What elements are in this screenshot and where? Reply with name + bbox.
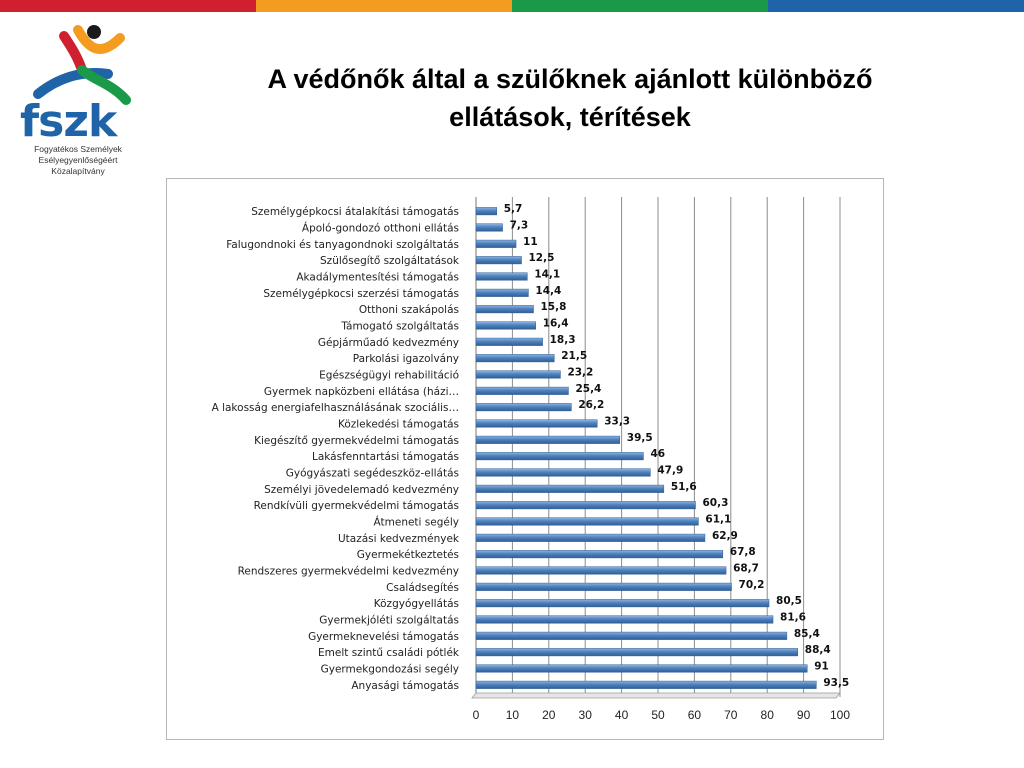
data-label: 7,3 xyxy=(509,219,529,232)
bar xyxy=(476,599,769,607)
fszk-logo xyxy=(8,18,138,176)
data-label: 70,2 xyxy=(738,578,765,591)
bar xyxy=(476,648,798,656)
bar xyxy=(476,485,664,493)
logo-subtitle xyxy=(18,144,138,177)
logo-subtitle-line: Fogyatékos Személyek xyxy=(34,144,122,154)
category-label: Szülősegítő szolgáltatások xyxy=(320,255,459,268)
x-tick-label: 0 xyxy=(472,708,480,722)
data-label: 68,7 xyxy=(733,562,759,575)
bar xyxy=(476,387,568,395)
x-tick-label: 100 xyxy=(829,708,851,722)
bar xyxy=(476,273,527,281)
data-label: 80,5 xyxy=(776,595,802,608)
data-label: 81,6 xyxy=(780,611,806,624)
bar xyxy=(476,452,643,460)
data-label: 85,4 xyxy=(793,627,820,640)
category-label: Családsegítés xyxy=(386,581,459,594)
bar xyxy=(476,567,726,575)
x-tick-label: 90 xyxy=(796,708,811,722)
slide-title-line: ellátások, térítések xyxy=(449,102,691,132)
category-label: Átmeneti segély xyxy=(373,516,459,529)
data-label: 15,8 xyxy=(540,301,567,314)
category-label: Gyermek napközbeni ellátása (házi… xyxy=(263,385,459,398)
data-label: 16,4 xyxy=(542,317,569,330)
x-tick-label: 70 xyxy=(724,708,738,722)
data-label: 88,4 xyxy=(804,644,831,657)
bar xyxy=(476,501,695,509)
bar xyxy=(476,665,807,673)
bar xyxy=(476,420,597,428)
bar xyxy=(476,322,536,330)
slide-title-line: A védőnők által a szülőknek ajánlott különböző xyxy=(267,64,873,94)
data-label: 11 xyxy=(523,235,538,248)
x-tick-label: 80 xyxy=(760,708,774,722)
category-label: Ápoló-gondozó otthoni ellátás xyxy=(301,222,459,235)
stripe-red xyxy=(0,0,256,12)
category-label: Utazási kedvezmények xyxy=(337,532,459,545)
slide-title xyxy=(180,60,960,136)
data-label: 26,2 xyxy=(578,399,605,412)
x-tick-label: 60 xyxy=(687,708,702,722)
data-label: 47,9 xyxy=(657,464,684,477)
data-label: 23,2 xyxy=(567,366,594,379)
data-label: 91 xyxy=(814,660,829,673)
bar xyxy=(476,616,773,624)
data-label: 61,1 xyxy=(705,513,732,526)
x-tick-label: 30 xyxy=(578,708,592,722)
data-label: 67,8 xyxy=(729,546,756,559)
bar xyxy=(476,681,816,689)
stripe-green xyxy=(512,0,768,12)
category-label: Falugondnoki és tanyagondnoki szolgáltatás xyxy=(226,238,459,251)
data-label: 93,5 xyxy=(823,676,850,689)
data-label: 14,1 xyxy=(534,268,561,281)
bar xyxy=(476,207,497,215)
x-tick-label: 40 xyxy=(614,708,629,722)
bar xyxy=(476,305,534,313)
category-label: Gépjárműadó kedvezmény xyxy=(317,336,459,349)
bar xyxy=(476,583,732,591)
bar xyxy=(476,256,522,264)
category-label: Kiegészítő gyermekvédelmi támogatás xyxy=(254,434,459,447)
x-tick-label: 50 xyxy=(651,708,665,722)
logo-figure-icon xyxy=(8,18,138,108)
bar xyxy=(476,632,787,640)
x-tick-label: 10 xyxy=(505,708,520,722)
bar xyxy=(476,436,620,444)
category-label: Személyi jövedelemadó kedvezmény xyxy=(264,483,459,496)
bar xyxy=(476,403,571,411)
logo-subtitle-line: Esélyegyenlőségéért xyxy=(38,155,118,165)
chart-frame xyxy=(166,178,884,740)
logo-subtitle-line: Közalapítvány xyxy=(51,166,105,176)
bar xyxy=(476,289,528,297)
category-label: Emelt szintű családi pótlék xyxy=(318,647,459,660)
category-label: Személygépkocsi átalakítási támogatás xyxy=(251,206,459,219)
bar xyxy=(476,224,503,232)
category-label: Anyasági támogatás xyxy=(351,679,459,692)
bar xyxy=(476,469,650,477)
data-label: 14,4 xyxy=(535,284,562,297)
data-label: 46 xyxy=(650,448,666,461)
data-label: 62,9 xyxy=(711,529,738,542)
category-label: Egészségügyi rehabilitáció xyxy=(319,369,459,382)
data-label: 33,3 xyxy=(604,415,631,428)
bar xyxy=(476,354,554,362)
data-label: 5,7 xyxy=(503,203,523,216)
category-label: Parkolási igazolvány xyxy=(352,353,459,366)
bar xyxy=(476,240,516,248)
bar xyxy=(476,371,560,379)
category-label: Otthoni szakápolás xyxy=(358,304,459,317)
chart-floor xyxy=(472,693,840,698)
stripe-blue xyxy=(768,0,1024,12)
x-tick-label: 20 xyxy=(542,708,556,722)
data-label: 60,3 xyxy=(702,497,729,510)
category-label: Rendszeres gyermekvédelmi kedvezmény xyxy=(237,565,459,578)
category-label: Gyermekjóléti szolgáltatás xyxy=(319,614,459,627)
stripe-orange xyxy=(256,0,512,12)
data-label: 12,5 xyxy=(528,252,555,265)
category-label: Gyermeknevelési támogatás xyxy=(308,630,459,643)
logo-wordmark: fszk xyxy=(20,96,117,147)
category-label: Közlekedési támogatás xyxy=(337,418,459,431)
horizontal-bar-chart xyxy=(167,179,883,739)
category-label: Rendkívüli gyermekvédelmi támogatás xyxy=(253,500,459,513)
category-label: Akadálymentesítési támogatás xyxy=(296,271,459,284)
data-label: 21,5 xyxy=(561,350,588,363)
data-label: 18,3 xyxy=(549,333,576,346)
bar xyxy=(476,338,543,346)
data-label: 51,6 xyxy=(670,480,697,493)
category-label: Támogató szolgáltatás xyxy=(341,320,459,333)
category-label: Gyermekétkeztetés xyxy=(356,549,459,562)
bar xyxy=(476,534,705,542)
bar xyxy=(476,550,723,558)
category-label: Közgyógyellátás xyxy=(373,598,459,611)
category-label: A lakosság energiafelhasználásának szociális… xyxy=(211,402,459,415)
top-color-stripe xyxy=(0,0,1024,12)
bar xyxy=(476,518,698,526)
category-label: Gyermekgondozási segély xyxy=(320,663,459,676)
data-label: 39,5 xyxy=(626,431,653,444)
category-label: Személygépkocsi szerzési támogatás xyxy=(263,287,459,300)
data-label: 25,4 xyxy=(575,382,602,395)
category-label: Gyógyászati segédeszköz-ellátás xyxy=(285,467,459,480)
category-label: Lakásfenntartási támogatás xyxy=(311,451,459,464)
